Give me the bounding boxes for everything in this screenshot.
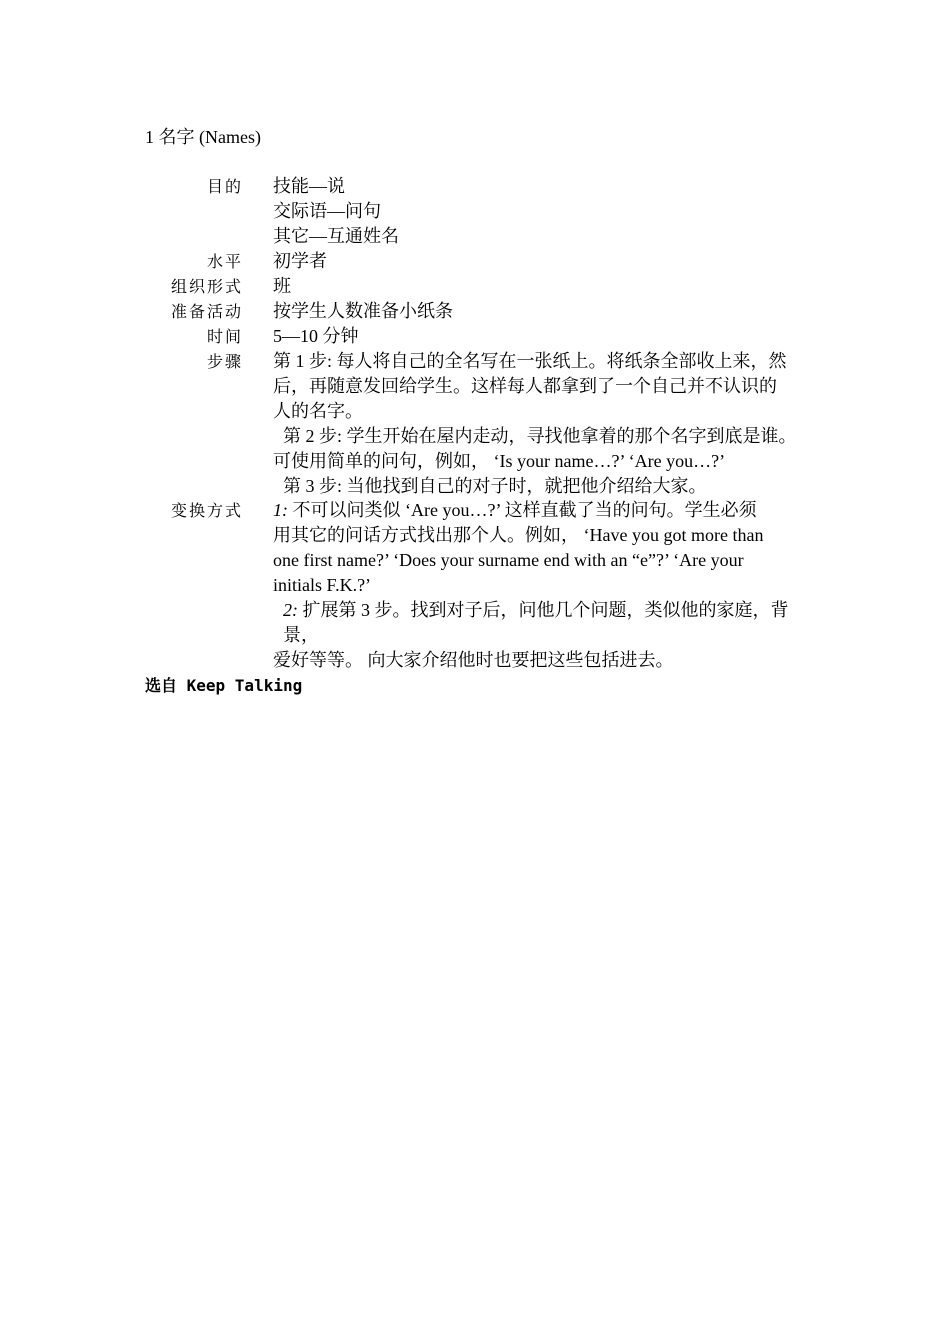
preparation-label: 准备活动: [170, 302, 243, 321]
activity-title: 1 名字 (Names): [145, 127, 261, 147]
variation-2-text: 扩展第 3 步。找到对子后，问他几个问题，类似他的家庭，背景，: [283, 600, 789, 645]
aim-line: 交际语—问句: [273, 201, 381, 221]
step-2-line: 第 2 步: 学生开始在屋内走动，寻找他拿着的那个名字到底是谁。: [283, 426, 797, 446]
time-value: 5—10 分钟: [273, 326, 359, 346]
variation-1-line: one first name?’ ‘Does your surname end with an “e”?’ ‘Are your: [273, 550, 744, 570]
variation-1-line: initials F.K.?’: [273, 575, 372, 595]
step-3-line: 第 3 步: 当他找到自己的对子时，就把他介绍给大家。: [283, 476, 707, 496]
aim-line: 技能—说: [273, 176, 345, 196]
step-1-line: 人的名字。: [273, 401, 363, 421]
preparation-value: 按学生人数准备小纸条: [273, 301, 453, 321]
variation-1-text: 不可以问类似 ‘Are you…?’ 这样直截了当的问句。学生必须: [288, 500, 757, 520]
aim-line: 其它—互通姓名: [273, 226, 399, 246]
organisation-value: 班: [273, 276, 291, 296]
source-note: 选自 Keep Talking: [145, 676, 303, 695]
level-label: 水平: [206, 252, 243, 271]
step-1-line: 后，再随意发回给学生。这样每人都拿到了一个自己并不认识的: [273, 376, 777, 396]
aim-values: [273, 174, 818, 249]
step-1-line: 第 1 步: 每人将自己的全名写在一张纸上。将纸条全部收上来，然: [273, 351, 787, 371]
time-label: 时间: [206, 327, 243, 346]
organisation-label: 组织形式: [170, 277, 243, 296]
variation-2-line: 爱好等等。 向大家介绍他时也要把这些包括进去。: [273, 650, 674, 670]
variation-1-line: [273, 498, 818, 523]
variation-2-line: [273, 598, 818, 648]
procedure-label: 步骤: [206, 352, 243, 371]
step-2-line: 可使用简单的问句，例如， ‘Is your name…?’ ‘Are you…?’: [273, 451, 726, 471]
variations-text: [273, 498, 818, 673]
procedure-steps: [273, 349, 818, 499]
variation-2-number: 2:: [283, 600, 298, 620]
aim-label: 目的: [206, 177, 243, 196]
level-value: 初学者: [273, 251, 327, 271]
variation-1-line: 用其它的问话方式找出那个人。例如， ‘Have you got more than: [273, 525, 764, 545]
variation-1-number: 1:: [273, 500, 288, 520]
variations-label: 变换方式: [170, 501, 243, 520]
